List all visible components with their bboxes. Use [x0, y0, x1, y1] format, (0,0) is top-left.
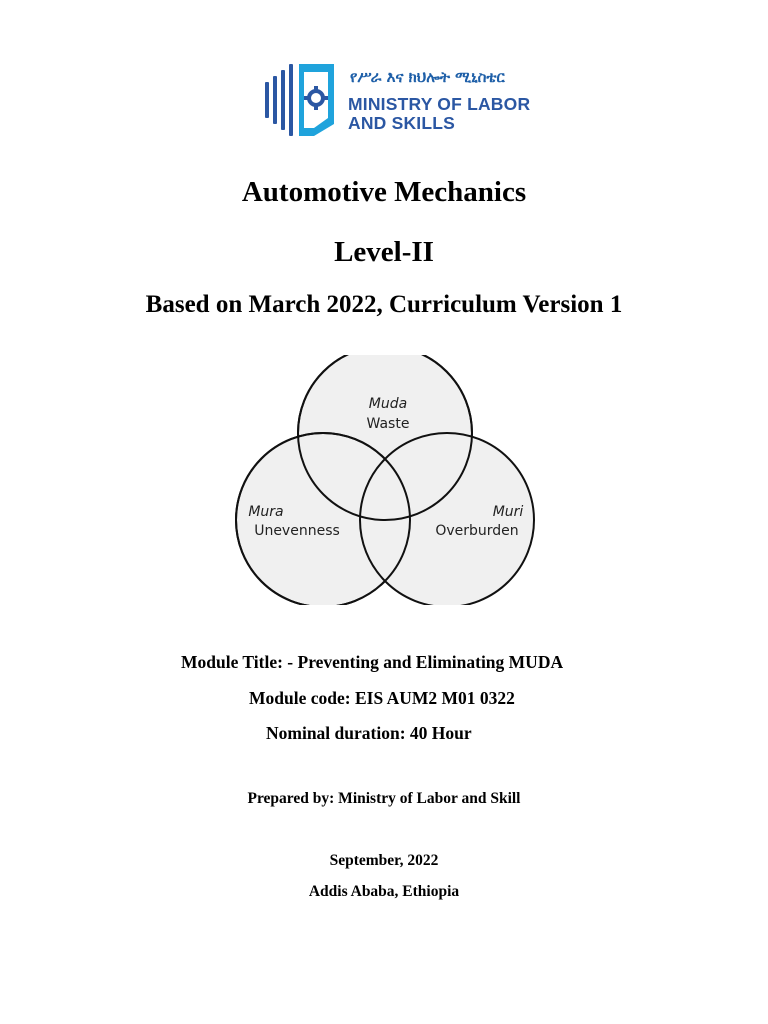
module-title: Module Title: - Preventing and Eliminating MUDA [181, 652, 564, 672]
venn-label-waste: Waste [366, 416, 410, 432]
level-title: Level-II [334, 236, 434, 268]
venn-label-muda: Muda [368, 396, 408, 412]
venn-diagram [220, 355, 550, 605]
publication-place: Addis Ababa, Ethiopia [308, 883, 460, 900]
venn-label-muri: Muri [492, 504, 524, 520]
logo-amharic-text: የሥራ እና ክህሎት ሚኒስቴር [350, 68, 505, 86]
logo-line-1: MINISTRY OF LABOR [348, 94, 531, 114]
publication-date: September, 2022 [329, 852, 439, 869]
ministry-logo [262, 60, 532, 140]
nominal-duration: Nominal duration: 40 Hour [266, 723, 472, 743]
ministry-emblem-icon [262, 60, 342, 140]
prepared-by: Prepared by: Ministry of Labor and Skill [247, 790, 521, 807]
module-code: Module code: EIS AUM2 M01 0322 [249, 688, 515, 708]
curriculum-subtitle: Based on March 2022, Curriculum Version 1 [145, 291, 623, 318]
venn-label-overburden: Overburden [435, 523, 519, 539]
venn-label-mura: Mura [248, 504, 284, 520]
document-title: Automotive Mechanics [241, 176, 527, 208]
venn-label-unevenness: Unevenness [254, 523, 340, 539]
logo-line-2: AND SKILLS [348, 113, 455, 133]
